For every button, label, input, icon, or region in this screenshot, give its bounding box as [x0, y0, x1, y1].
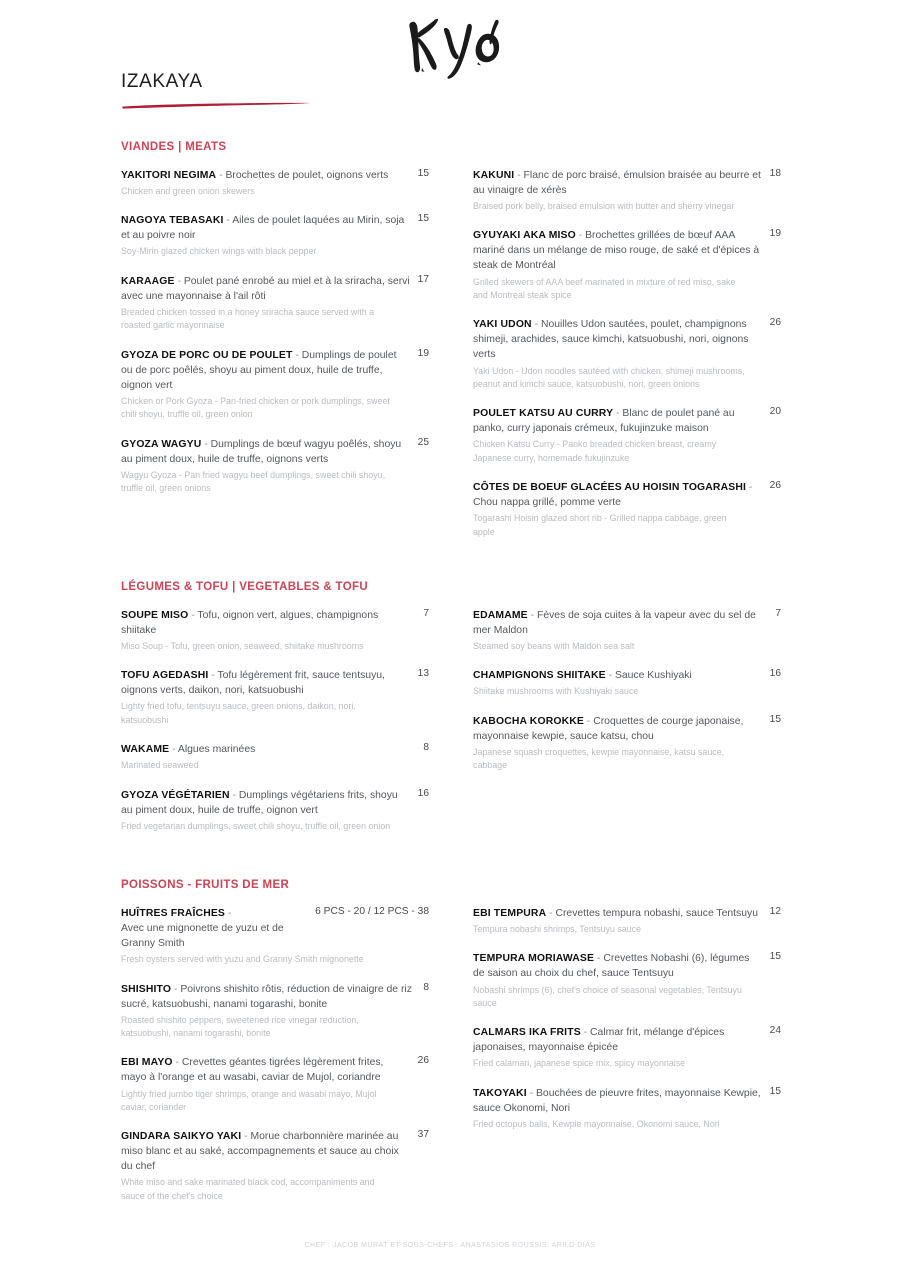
column-left — [121, 168, 429, 496]
item-price: 20 — [769, 406, 781, 418]
item-price: 13 — [417, 668, 429, 680]
menu-item — [473, 714, 781, 773]
item-name: GYOZA VÉGÉTARIEN — [121, 789, 230, 801]
item-name: EBI MAYO — [121, 1057, 173, 1069]
item-description-en: Togarashi Hoisin glazed short rib - Grilled nappa cabbage, green apple — [473, 513, 727, 537]
item-dash: - — [575, 230, 586, 242]
item-name: YAKI UDON — [473, 319, 532, 331]
item-name: EBI TEMPURA — [473, 907, 547, 919]
item-name: TAKOYAKI — [473, 1087, 527, 1099]
item-price: 7 — [423, 607, 429, 619]
item-description-fr: Bouchées de pieuvre frites, mayonnaise Kewpie, sauce Okonomi, Nori — [473, 1087, 761, 1114]
item-price: 19 — [417, 347, 429, 359]
item-description-en: White miso and sake marinated black cod, accompaniments and sauce of the chef's choice — [121, 1177, 375, 1201]
item-description-fr: Poulet pané enrobé au miel et à la sriracha, servi avec une mayonnaise à l'ail rôti — [121, 275, 410, 302]
column-left — [121, 906, 429, 1203]
menu-item — [121, 1129, 429, 1203]
item-description-en: Roasted shishito peppers, sweetened rice vinegar reduction, katsuobushi, nanami togarashi, bonite — [121, 1014, 359, 1039]
item-description-fr: Dumplings de poulet ou de porc poêlés, shoyu au piment doux, huile de truffe, oignon vert — [121, 349, 397, 391]
item-name: GYOZA WAGYU — [121, 438, 202, 450]
item-dash: - — [174, 275, 184, 287]
item-dash: - — [188, 609, 198, 621]
item-description-fr: Croquettes de courge japonaise, mayonnaise kewpie, sauce katsu, chou — [473, 715, 744, 742]
item-description-en: Breaded chicken tossed in a honey sriracha sauce served with a roasted garlic mayonnaise — [121, 306, 375, 331]
item-description-fr: Crevettes géantes tigrées légèrement frites, mayo à l'orange et au wasabi, caviar de Mujol, coriandre — [121, 1057, 384, 1084]
item-description-en: Fried vegetarian dumplings, sweet chili shoyu, truffle oil, green onion — [121, 820, 391, 831]
item-description-fr: Fèves de soja cuites à la vapeur avec du sel de mer Maldon — [473, 609, 756, 636]
item-dash: - — [746, 482, 753, 494]
item-dash: - — [208, 670, 218, 682]
item-description-fr: Ailes de poulet laquées au Mirin, soja et au poivre noir — [121, 215, 405, 242]
menu-item — [473, 480, 781, 539]
item-dash: - — [594, 953, 604, 965]
item-description-en: Fried octopus balls, Kewpie mayonnaise, Okonomi sauce, Nori — [473, 1118, 720, 1129]
item-name: TEMPURA MORIAWASE — [473, 953, 595, 965]
item-description-en: Nobashi shrimps (6), chef's choice of seasonal vegetables, Tentsuyu sauce — [473, 984, 742, 1008]
item-dash: - — [216, 169, 226, 181]
item-description-en: Lighty fried tofu, tentsuyu sauce, green onions, daikon, nori, katsuobushi — [121, 701, 356, 725]
item-description-en: Fresh oysters served with yuzu and Granny Smith mignonette — [121, 954, 364, 965]
item-price: 17 — [417, 273, 429, 285]
item-description-en: Yaki Udon - Udon noodles sautéed with chicken, shimeji mushrooms, peanut and kimchi sauce, katsuobushi, nori, green onions — [473, 365, 745, 389]
item-name: KABOCHA KOROKKE — [473, 715, 584, 727]
item-dash: - — [171, 983, 181, 995]
menu-item — [473, 228, 781, 302]
item-description-fr: Blanc de poulet pané au panko, curry japonais crémeux, fukujinzuke maison — [473, 408, 735, 435]
item-name: WAKAME — [121, 744, 170, 756]
item-name: CALMARS IKA FRITS — [473, 1027, 581, 1039]
menu-item — [473, 906, 781, 936]
item-description-fr: Brochettes grillées de bœuf AAA mariné dans un mélange de miso rouge, de saké et d'épices à steak de Montréal — [473, 230, 760, 272]
item-description-en: Wagyu Gyoza - Pan fried wagyu beef dumplings, sweet chili shoyu, truffle oil, green onions — [121, 469, 386, 494]
item-dash: - — [613, 408, 623, 420]
item-name: TOFU AGEDASHI — [121, 670, 209, 682]
menu-item — [473, 668, 781, 698]
item-description-fr: Dumplings végétariens frits, shoyu au piment doux, huile de truffe, oignon vert — [121, 789, 398, 816]
item-description-en: Japanese squash croquettes, kewpie mayonnaise, katsu sauce, cabbage — [473, 746, 725, 771]
item-price: 8 — [423, 742, 429, 754]
menu-item — [473, 317, 781, 391]
item-dash: - — [223, 215, 233, 227]
item-name: YAKITORI NEGIMA — [121, 169, 217, 181]
item-name: CHAMPIGNONS SHIITAKE — [473, 670, 606, 682]
menu-item — [121, 608, 429, 654]
menu-item — [121, 742, 429, 772]
item-description-fr: Flanc de porc braisé, émulsion braisée au beurre et au vinaigre de xérès — [473, 169, 761, 196]
section-spacer — [121, 833, 781, 879]
item-dash: - — [241, 1131, 251, 1143]
item-name: SOUPE MISO — [121, 609, 189, 621]
item-description-fr: Poivrons shishito rôtis, réduction de vinaigre de riz sucré, katsuobushi, nanami togarashi, bonite — [121, 983, 412, 1010]
menu-item — [121, 437, 429, 496]
menu-item — [121, 788, 429, 834]
item-description-fr: Crevettes Nobashi (6), légumes de saison au choix du chef, sauce Tentsuyu — [473, 953, 750, 980]
item-name: GINDARA SAIKYO YAKI — [121, 1131, 242, 1143]
menu-item — [121, 168, 429, 198]
item-price: 15 — [769, 951, 781, 963]
item-dash: - — [292, 349, 302, 361]
item-price: 12 — [769, 905, 781, 917]
item-price: 15 — [769, 713, 781, 725]
item-description-en: Grilled skewers of AAA beef marinated in mixture of red miso, sake and Montreal steak spice — [473, 276, 736, 300]
item-price: 18 — [769, 167, 781, 179]
red-brush-underline-icon — [121, 101, 313, 111]
item-price: 26 — [417, 1055, 429, 1067]
item-name: KARAAGE — [121, 275, 175, 287]
item-description-fr: Tofu légèrement frit, sauce tentsuyu, oignons verts, daikon, nori, katsuobushi — [121, 670, 385, 697]
item-description-fr: Brochettes de poulet, oignons verts — [225, 169, 389, 181]
item-dash: - — [527, 609, 537, 621]
item-description-en: Tempura nobashi shrimps, Tentsuyu sauce — [473, 923, 642, 934]
item-description-fr: Tofu, oignon vert, algues, champignons shiitake — [121, 609, 379, 636]
item-description-en: Miso Soup - Tofu, green onion, seaweed, shiitake mushrooms — [121, 640, 364, 651]
menu-item — [121, 1055, 429, 1114]
menu-item — [473, 1086, 781, 1132]
item-price: 26 — [769, 317, 781, 329]
item-dash: - — [229, 789, 239, 801]
footer-credits: CHEF : JACOB MURAT ET SOUS-CHEFS : ANASTASIOS ROUSSIS, ARILD DIAS — [304, 1242, 596, 1249]
item-name: CÔTES DE BOEUF GLACÉES AU HOISIN TOGARASHI — [473, 482, 747, 494]
section-title-meats: VIANDES | MEATS — [121, 141, 227, 153]
column-right — [473, 906, 781, 1131]
item-dash: - — [546, 907, 556, 919]
item-price: 8 — [423, 981, 429, 993]
column-right — [473, 168, 781, 539]
page-title: IZAKAYA — [121, 71, 203, 92]
item-price: 6 PCS - 20 / 12 PCS - 38 — [315, 905, 429, 917]
section-meats — [121, 141, 781, 539]
item-name: POULET KATSU AU CURRY — [473, 408, 614, 420]
item-name: NAGOYA TEBASAKI — [121, 215, 224, 227]
item-dash: - — [201, 438, 211, 450]
item-dash: - — [531, 319, 541, 331]
menu-content — [121, 141, 781, 1203]
item-name: EDAMAME — [473, 609, 528, 621]
item-dash: - — [605, 670, 615, 682]
item-dash: - — [526, 1087, 536, 1099]
item-description-en: Fried calamari, japanese spice mix, spicy mayonnaise — [473, 1058, 686, 1069]
kyo-brush-logo-icon — [398, 8, 508, 80]
item-name: GYOZA DE PORC OU DE POULET — [121, 349, 293, 361]
item-description-en: Chicken and green onion skewers — [121, 185, 255, 196]
item-description-en: Chicken or Pork Gyoza - Pan-fried chicken or pork dumplings, sweet chili shoyu, truffle oil, green onion — [121, 395, 390, 420]
item-description-fr: Crevettes tempura nobashi, sauce Tentsuyu — [555, 907, 759, 919]
item-price: 25 — [417, 436, 429, 448]
column-right — [473, 608, 781, 773]
item-dash: - — [172, 1057, 182, 1069]
item-dash: - — [583, 715, 594, 727]
item-price: 26 — [769, 480, 781, 492]
item-name: KAKUNI — [473, 169, 515, 181]
menu-item — [473, 608, 781, 654]
item-description-fr: Chou nappa grillé, pomme verte — [473, 497, 621, 509]
item-price: 15 — [769, 1085, 781, 1097]
menu-item — [473, 168, 781, 214]
item-description-en: Soy-Mirin glazed chicken wings with black pepper — [121, 246, 317, 257]
item-name: SHISHITO — [121, 983, 172, 995]
menu-item — [121, 906, 429, 967]
section-title-vegetables-tofu: LÉGUMES & TOFU | VEGETABLES & TOFU — [121, 580, 369, 593]
item-price: 16 — [769, 668, 781, 680]
item-price: 7 — [775, 607, 781, 619]
item-dash: - — [514, 169, 524, 181]
menu-item — [473, 1025, 781, 1071]
column-left — [121, 608, 429, 833]
item-description-fr: Calmar frit, mélange d'épices japonaises, mayonnaise épicée — [473, 1027, 725, 1054]
item-description-en: Chicken Katsu Curry - Panko breaded chicken breast, creamy Japanese curry, homemade fukujinzuke — [473, 439, 717, 463]
item-price: 19 — [769, 228, 781, 240]
item-description-en: Steamed soy beans with Maldon sea salt — [473, 640, 635, 651]
item-price: 15 — [417, 167, 429, 179]
item-description-fr: Dumplings de bœuf wagyu poêlés, shoyu au piment doux, huile de truffe, oignons verts — [121, 438, 402, 465]
item-name: GYUYAKI AKA MISO — [473, 230, 576, 242]
menu-item — [121, 668, 429, 727]
item-description-fr: Morue charbonnière marinée au miso blanc et au saké, accompagnements et sauce au choix du chef — [121, 1131, 399, 1173]
section-seafood — [121, 879, 781, 1203]
item-description-en: Braised pork belly, braised emulsion with butter and sherry vinegar — [473, 200, 735, 211]
item-price: 16 — [417, 787, 429, 799]
item-price: 37 — [417, 1129, 429, 1141]
menu-item — [121, 348, 429, 422]
menu-item — [121, 982, 429, 1041]
item-description-fr: Avec une mignonette de yuzu et de Granny Smith — [121, 922, 284, 950]
item-dash: - — [225, 907, 232, 919]
item-description-fr: Sauce Kushiyaki — [614, 670, 692, 682]
item-description-fr: Algues marinées — [177, 744, 256, 756]
section-title-seafood: POISSONS - FRUITS DE MER — [121, 879, 290, 892]
menu-item — [121, 213, 429, 259]
item-description-fr: Nouilles Udon sautées, poulet, champignons shimeji, arachides, sauce kimchi, katsuobushi, nori, oignons verts — [473, 319, 749, 361]
section-spacer — [121, 539, 781, 581]
item-dash: - — [169, 744, 178, 756]
menu-item — [473, 406, 781, 465]
izakaya-heading-block — [121, 72, 381, 111]
item-price: 24 — [769, 1025, 781, 1037]
section-vegetables-tofu — [121, 581, 781, 833]
item-name: HUÎTRES FRAÎCHES — [121, 907, 226, 919]
menu-item — [473, 951, 781, 1010]
item-description-en: Lightly fried jumbo tiger shrimps, orange and wasabi mayo, Mujol caviar, coriander — [121, 1088, 377, 1112]
item-description-en: Shiitake mushrooms with Kushiyaki sauce — [473, 686, 639, 697]
item-dash: - — [580, 1027, 591, 1039]
menu-item — [121, 274, 429, 333]
item-description-en: Marinated seaweed — [121, 760, 199, 771]
item-price: 15 — [417, 213, 429, 225]
